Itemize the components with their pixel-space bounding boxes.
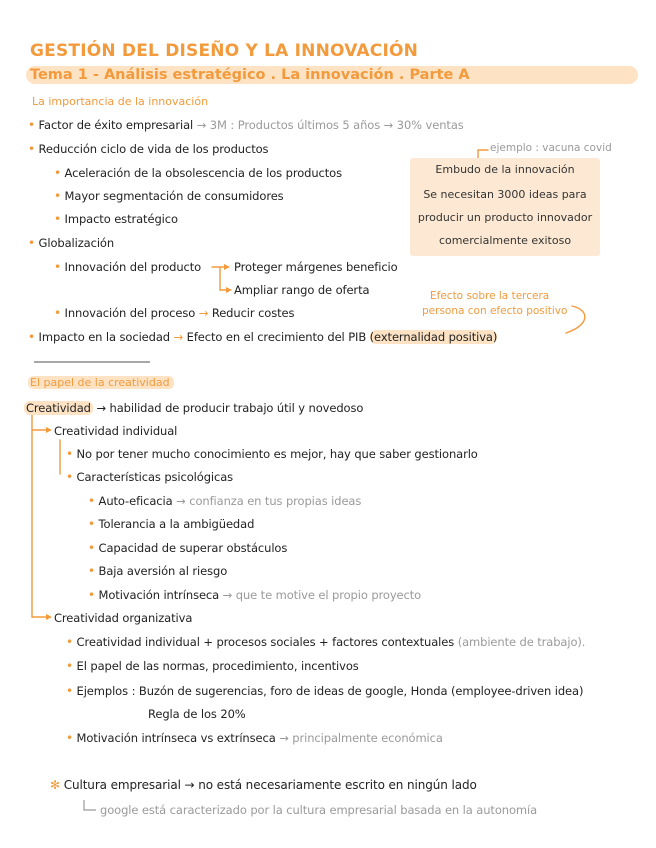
psico-label: Capacidad de superar obstáculos — [98, 541, 288, 555]
impacto-row — [28, 330, 497, 344]
arrow-icon: → — [198, 306, 212, 320]
psico-note: → confianza en tus propias ideas — [176, 494, 362, 508]
example-pointer: ejemplo : vacuna covid — [490, 142, 612, 154]
org-item-row — [66, 659, 359, 673]
creatividad-individual: Creatividad individual — [54, 424, 178, 438]
ejemplos-row — [66, 684, 583, 698]
efecto-note-line2: persona con efecto positivo — [422, 305, 568, 317]
bullet-icon: • — [28, 118, 35, 132]
cultura-text: → no está necesariamente escrito en ningún lado — [184, 778, 477, 792]
psico-label: Motivación intrínseca — [98, 588, 220, 602]
psico-item — [88, 517, 254, 531]
ind-item-label: No por tener mucho conocimiento es mejor, hay que saber gestionarlo — [76, 447, 478, 461]
bullet-icon: • — [28, 142, 35, 156]
creatividad-def: → habilidad de producir trabajo útil y novedoso — [96, 401, 364, 415]
bullet-icon: • — [28, 330, 35, 344]
bullet-icon: • — [88, 541, 95, 555]
factor-exito-note: → 3M : Productos últimos 5 años → 30% ventas — [196, 118, 464, 132]
innov-proceso-label: Innovación del proceso — [64, 306, 196, 320]
bullet-icon: • — [66, 659, 73, 673]
innov-producto-label: Innovación del producto — [64, 260, 202, 274]
bullet-icon: • — [54, 260, 61, 274]
sub-item-row — [54, 189, 284, 203]
cultura-label: Cultura empresarial — [63, 778, 181, 792]
producto-branch-1: Proteger márgenes beneficio — [234, 260, 398, 274]
cultura-note: google está caracterizado por la cultura empresarial basada en la autonomía — [100, 803, 538, 817]
bullet-icon: • — [66, 470, 73, 484]
motivacion-row — [66, 731, 443, 745]
cultura-row — [50, 778, 477, 792]
innov-proceso-row — [54, 306, 294, 320]
bullet-icon: • — [88, 517, 95, 531]
org-item-label: Creatividad individual + procesos sociales + factores contextuales — [76, 635, 455, 649]
org-item-row — [66, 635, 585, 649]
bullet-icon: • — [66, 684, 73, 698]
bullet-icon: • — [54, 166, 61, 180]
sub-item-label: Impacto estratégico — [64, 212, 178, 226]
bullet-icon: • — [54, 306, 61, 320]
section-heading-importancia: La importancia de la innovación — [32, 95, 209, 108]
globalizacion-row — [28, 236, 114, 250]
psico-label: Baja aversión al riesgo — [98, 564, 228, 578]
bullet-icon: • — [54, 189, 61, 203]
psico-note: → que te motive el propio proyecto — [222, 588, 422, 602]
ind-item-row — [66, 447, 478, 461]
bullet-icon: • — [88, 494, 95, 508]
innov-producto-row — [54, 260, 201, 274]
arrow-icon: → — [173, 330, 187, 344]
page-subtitle: Tema 1 - Análisis estratégico . La innovación . Parte A — [26, 66, 638, 84]
bullet-icon: • — [66, 447, 73, 461]
motivacion-label: Motivación intrínseca vs extrínseca — [76, 731, 276, 745]
ejemplos-label: Ejemplos : — [76, 684, 136, 698]
asterisk-icon: ✻ — [50, 778, 60, 792]
example-box-line: Se necesitan 3000 ideas para — [423, 188, 587, 201]
impacto-label: Impacto en la sociedad — [38, 330, 170, 344]
psico-item — [88, 564, 227, 578]
bullet-icon: • — [54, 212, 61, 226]
example-box-heading: Embudo de la innovación — [435, 163, 575, 176]
page-title: GESTIÓN DEL DISEÑO Y LA INNOVACIÓN — [30, 41, 419, 61]
sub-item-row — [54, 212, 178, 226]
bullet-icon: • — [28, 236, 35, 250]
bullet-icon: • — [66, 731, 73, 745]
sub-item-row — [54, 166, 342, 180]
caracteristicas-row — [66, 470, 233, 484]
globalizacion-label: Globalización — [38, 236, 115, 250]
org-item-label: El papel de las normas, procedimiento, incentivos — [76, 659, 359, 673]
bullet-icon: • — [66, 635, 73, 649]
psico-item — [88, 541, 287, 555]
proceso-result: Reducir costes — [211, 306, 295, 320]
section-heading-creatividad: El papel de la creatividad — [28, 376, 174, 389]
reduccion-label: Reducción ciclo de vida de los productos — [38, 142, 269, 156]
efecto-note-line1: Efecto sobre la tercera — [430, 290, 550, 302]
example-box-line: producir un producto innovador — [417, 211, 593, 224]
psico-item — [88, 494, 361, 508]
factor-exito-row — [28, 118, 464, 132]
example-box — [410, 158, 600, 256]
creatividad-def-row — [24, 401, 363, 415]
impacto-effect: Efecto en el crecimiento del PIB — [186, 330, 367, 344]
externalidad-highlight: (externalidad positiva) — [369, 330, 498, 344]
creatividad-label: Creatividad — [26, 401, 91, 415]
bullet-icon: • — [88, 588, 95, 602]
reduccion-row — [28, 142, 268, 156]
psico-label: Tolerancia a la ambigüedad — [98, 517, 255, 531]
sub-item-label: Aceleración de la obsolescencia de los productos — [64, 166, 342, 180]
motivacion-note: → principalmente económica — [279, 731, 443, 745]
factor-exito-label: Factor de éxito empresarial — [38, 118, 194, 132]
ejemplos-text-2: Regla de los 20% — [148, 707, 246, 721]
caracteristicas-label: Características psicológicas — [76, 470, 234, 484]
psico-label: Auto-eficacia — [98, 494, 173, 508]
org-item-note: (ambiente de trabajo). — [457, 635, 586, 649]
creatividad-organizativa: Creatividad organizativa — [54, 611, 193, 625]
example-box-line: comercialmente exitoso — [438, 234, 572, 247]
producto-branch-2: Ampliar rango de oferta — [234, 283, 370, 297]
bullet-icon: • — [88, 564, 95, 578]
sub-item-label: Mayor segmentación de consumidores — [64, 189, 284, 203]
psico-item — [88, 588, 421, 602]
ejemplos-text: Buzón de sugerencias, foro de ideas de google, Honda (employee-driven idea) — [138, 684, 584, 698]
